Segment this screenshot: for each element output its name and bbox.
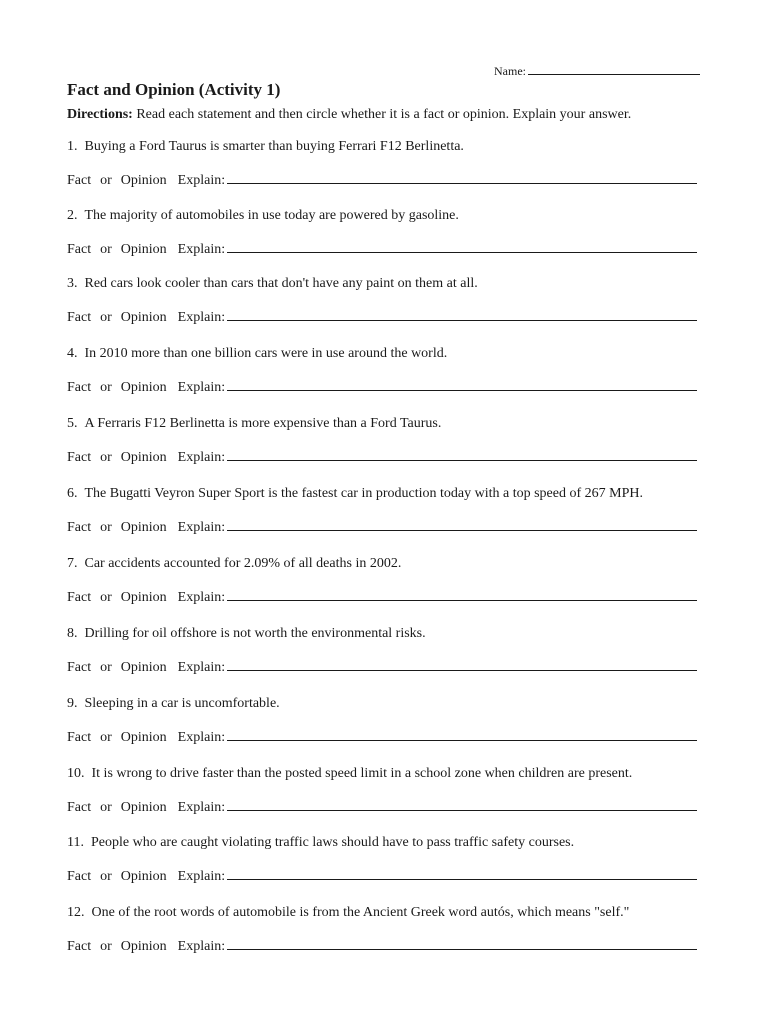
question-item bbox=[67, 414, 699, 465]
answer-row bbox=[67, 797, 697, 817]
question-text: Red cars look cooler than cars that don't have any paint on them at all. bbox=[84, 276, 478, 291]
question-number: 9. bbox=[67, 696, 78, 711]
question-number: 3. bbox=[67, 276, 78, 291]
answer-row bbox=[67, 657, 697, 677]
question-number: 7. bbox=[67, 556, 78, 571]
explain-answer-line[interactable] bbox=[227, 170, 697, 184]
or-label: or bbox=[100, 380, 112, 395]
directions-label: Directions: bbox=[67, 107, 133, 122]
explain-label: Explain: bbox=[177, 520, 226, 535]
explain-label: Explain: bbox=[177, 380, 226, 395]
question-statement bbox=[67, 206, 699, 226]
question-text: Buying a Ford Taurus is smarter than buying Ferrari F12 Berlinetta. bbox=[84, 139, 464, 154]
opinion-option[interactable]: Opinion bbox=[120, 939, 167, 954]
or-label: or bbox=[100, 590, 112, 605]
fact-option[interactable]: Fact bbox=[67, 939, 92, 954]
question-number: 5. bbox=[67, 416, 78, 431]
question-statement bbox=[67, 344, 699, 364]
answer-row bbox=[67, 307, 697, 327]
question-number: 2. bbox=[67, 208, 78, 223]
or-label: or bbox=[100, 242, 112, 257]
question-item bbox=[67, 624, 699, 675]
fact-option[interactable]: Fact bbox=[67, 869, 92, 884]
question-statement bbox=[67, 414, 699, 434]
question-statement bbox=[67, 833, 699, 853]
fact-option[interactable]: Fact bbox=[67, 173, 92, 188]
answer-row bbox=[67, 377, 697, 397]
question-item bbox=[67, 137, 699, 188]
opinion-option[interactable]: Opinion bbox=[120, 450, 167, 465]
fact-option[interactable]: Fact bbox=[67, 800, 92, 815]
name-field bbox=[494, 64, 700, 79]
explain-answer-line[interactable] bbox=[227, 377, 697, 391]
directions-text: Read each statement and then circle whether it is a fact or opinion. Explain your answer. bbox=[132, 107, 632, 122]
question-text: Car accidents accounted for 2.09% of all deaths in 2002. bbox=[84, 556, 402, 571]
explain-label: Explain: bbox=[177, 310, 226, 325]
question-text: A Ferraris F12 Berlinetta is more expensive than a Ford Taurus. bbox=[84, 416, 442, 431]
question-text: Drilling for oil offshore is not worth the environmental risks. bbox=[84, 626, 426, 641]
explain-answer-line[interactable] bbox=[227, 936, 697, 950]
question-item bbox=[67, 484, 699, 535]
answer-row bbox=[67, 170, 697, 190]
or-label: or bbox=[100, 310, 112, 325]
question-item bbox=[67, 764, 699, 815]
answer-row bbox=[67, 936, 697, 956]
fact-option[interactable]: Fact bbox=[67, 590, 92, 605]
explain-label: Explain: bbox=[177, 590, 226, 605]
question-statement bbox=[67, 764, 699, 784]
opinion-option[interactable]: Opinion bbox=[120, 730, 167, 745]
opinion-option[interactable]: Opinion bbox=[120, 660, 167, 675]
answer-row bbox=[67, 727, 697, 747]
opinion-option[interactable]: Opinion bbox=[120, 380, 167, 395]
fact-option[interactable]: Fact bbox=[67, 380, 92, 395]
explain-answer-line[interactable] bbox=[227, 797, 697, 811]
explain-answer-line[interactable] bbox=[227, 587, 697, 601]
or-label: or bbox=[100, 173, 112, 188]
question-statement bbox=[67, 274, 699, 294]
question-text: One of the root words of automobile is from the Ancient Greek word autós, which means "self." bbox=[91, 905, 630, 920]
question-text: It is wrong to drive faster than the posted speed limit in a school zone when children are present. bbox=[91, 766, 633, 781]
question-item bbox=[67, 274, 699, 325]
question-text: The majority of automobiles in use today are powered by gasoline. bbox=[84, 208, 459, 223]
question-number: 11. bbox=[67, 835, 84, 850]
explain-label: Explain: bbox=[177, 450, 226, 465]
worksheet-title: Fact and Opinion (Activity 1) bbox=[67, 80, 281, 99]
question-item bbox=[67, 344, 699, 395]
question-text: The Bugatti Veyron Super Sport is the fastest car in production today with a top speed of 267 MPH. bbox=[84, 486, 643, 501]
question-statement bbox=[67, 484, 699, 504]
question-text: Sleeping in a car is uncomfortable. bbox=[84, 696, 280, 711]
answer-row bbox=[67, 866, 697, 886]
question-item bbox=[67, 694, 699, 745]
question-statement bbox=[67, 137, 699, 157]
explain-answer-line[interactable] bbox=[227, 866, 697, 880]
question-statement bbox=[67, 624, 699, 644]
or-label: or bbox=[100, 520, 112, 535]
question-text: In 2010 more than one billion cars were in use around the world. bbox=[84, 346, 448, 361]
explain-answer-line[interactable] bbox=[227, 307, 697, 321]
opinion-option[interactable]: Opinion bbox=[120, 310, 167, 325]
or-label: or bbox=[100, 869, 112, 884]
question-item bbox=[67, 903, 699, 954]
question-statement bbox=[67, 694, 699, 714]
answer-row bbox=[67, 587, 697, 607]
opinion-option[interactable]: Opinion bbox=[120, 869, 167, 884]
opinion-option[interactable]: Opinion bbox=[120, 173, 167, 188]
answer-row bbox=[67, 447, 697, 467]
question-item bbox=[67, 206, 699, 257]
explain-label: Explain: bbox=[177, 660, 226, 675]
explain-label: Explain: bbox=[177, 939, 226, 954]
question-text: People who are caught violating traffic laws should have to pass traffic safety courses. bbox=[90, 835, 575, 850]
or-label: or bbox=[100, 800, 112, 815]
answer-row bbox=[67, 239, 697, 259]
name-label: Name: bbox=[494, 64, 526, 78]
question-number: 8. bbox=[67, 626, 78, 641]
or-label: or bbox=[100, 939, 112, 954]
or-label: or bbox=[100, 730, 112, 745]
fact-option[interactable]: Fact bbox=[67, 450, 92, 465]
question-number: 10. bbox=[67, 766, 85, 781]
opinion-option[interactable]: Opinion bbox=[120, 800, 167, 815]
fact-option[interactable]: Fact bbox=[67, 730, 92, 745]
fact-option[interactable]: Fact bbox=[67, 660, 92, 675]
explain-answer-line[interactable] bbox=[227, 447, 697, 461]
explain-label: Explain: bbox=[177, 242, 226, 257]
opinion-option[interactable]: Opinion bbox=[120, 590, 167, 605]
fact-option[interactable]: Fact bbox=[67, 310, 92, 325]
opinion-option[interactable]: Opinion bbox=[120, 242, 167, 257]
explain-answer-line[interactable] bbox=[227, 727, 697, 741]
question-number: 6. bbox=[67, 486, 78, 501]
explain-label: Explain: bbox=[177, 730, 226, 745]
question-number: 4. bbox=[67, 346, 78, 361]
directions bbox=[67, 107, 631, 123]
explain-answer-line[interactable] bbox=[227, 517, 697, 531]
explain-answer-line[interactable] bbox=[227, 239, 697, 253]
fact-option[interactable]: Fact bbox=[67, 242, 92, 257]
or-label: or bbox=[100, 660, 112, 675]
name-blank[interactable] bbox=[528, 64, 700, 75]
explain-answer-line[interactable] bbox=[227, 657, 697, 671]
question-statement bbox=[67, 903, 699, 923]
question-item bbox=[67, 833, 699, 884]
explain-label: Explain: bbox=[177, 800, 226, 815]
question-item bbox=[67, 554, 699, 605]
question-number: 12. bbox=[67, 905, 85, 920]
or-label: or bbox=[100, 450, 112, 465]
question-statement bbox=[67, 554, 699, 574]
opinion-option[interactable]: Opinion bbox=[120, 520, 167, 535]
question-number: 1. bbox=[67, 139, 78, 154]
fact-option[interactable]: Fact bbox=[67, 520, 92, 535]
answer-row bbox=[67, 517, 697, 537]
explain-label: Explain: bbox=[177, 173, 226, 188]
explain-label: Explain: bbox=[177, 869, 226, 884]
